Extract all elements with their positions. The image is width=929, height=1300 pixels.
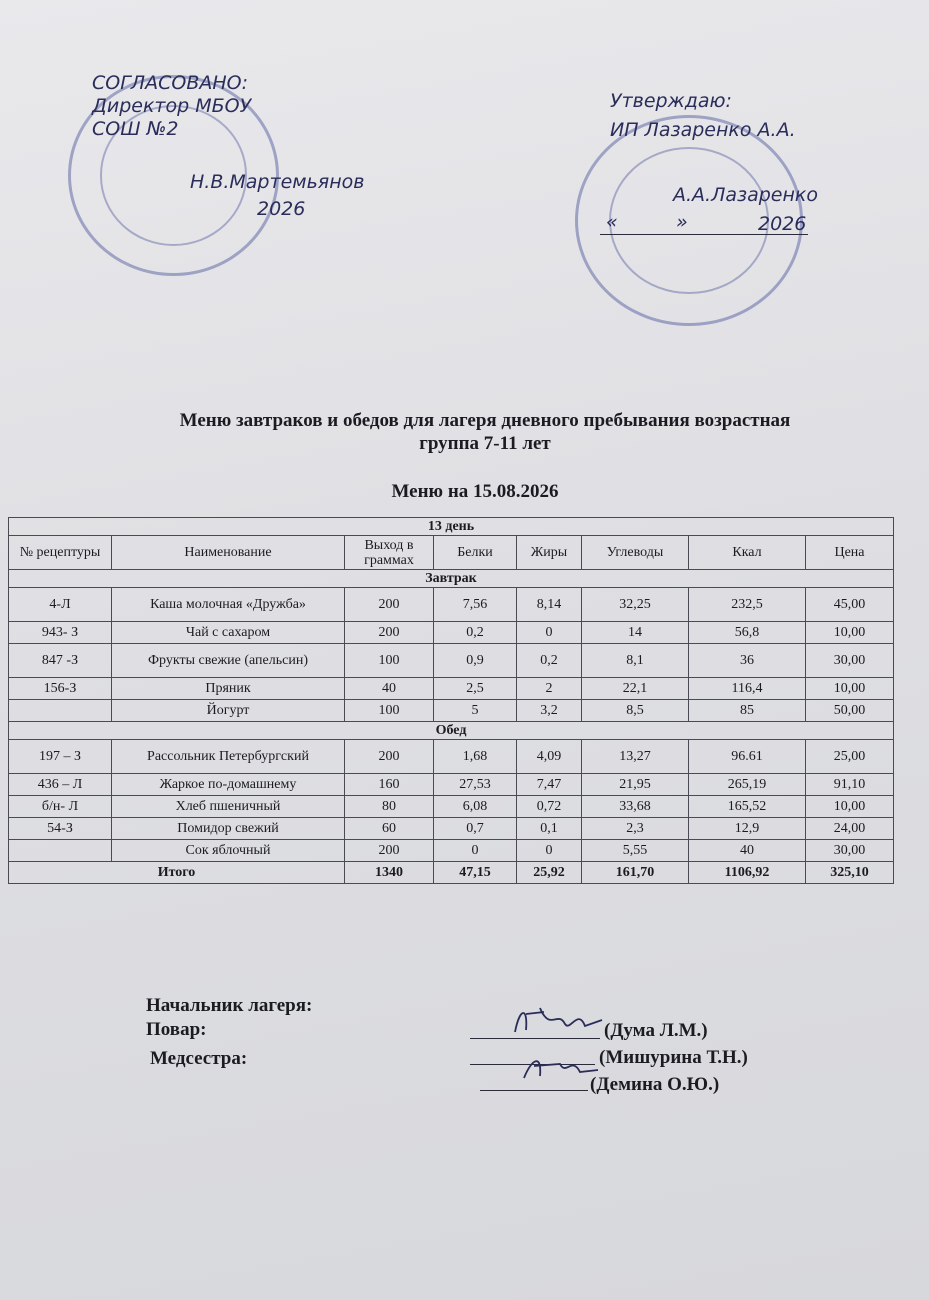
cell-yield: 200 xyxy=(345,588,434,622)
cell-price: 30,00 xyxy=(806,644,894,678)
signature-scrawl-1 xyxy=(510,1002,605,1042)
cell-yield: 200 xyxy=(345,740,434,774)
cell-kcal: 165,52 xyxy=(689,796,806,818)
approval-right-quote-open: « xyxy=(606,211,618,233)
cell-recipe: 156-З xyxy=(9,678,112,700)
title-line-1: Меню завтраков и обедов для лагеря дневного пребывания возрастная xyxy=(179,410,791,431)
cell-protein: 0,7 xyxy=(434,818,517,840)
cell-name: Каша молочная «Дружба» xyxy=(112,588,345,622)
cell-recipe: 847 -З xyxy=(9,644,112,678)
table-row xyxy=(9,644,894,678)
total-protein: 47,15 xyxy=(434,862,517,884)
approval-left-school: СОШ №2 xyxy=(92,118,179,140)
approval-right-signer: А.А.Лазаренко xyxy=(673,184,819,206)
cell-yield: 200 xyxy=(345,840,434,862)
total-kcal: 1106,92 xyxy=(689,862,806,884)
header-yield: Выход в граммах xyxy=(345,536,434,570)
header-kcal: Ккал xyxy=(689,536,806,570)
total-row xyxy=(9,862,894,884)
cell-carbs: 14 xyxy=(582,622,689,644)
role-camp-head: Начальник лагеря: xyxy=(146,995,313,1016)
cell-fat: 0,2 xyxy=(517,644,582,678)
cell-name: Помидор свежий xyxy=(112,818,345,840)
header-carbs: Углеводы xyxy=(582,536,689,570)
lunch-rows xyxy=(9,740,894,862)
cell-name: Фрукты свежие (апельсин) xyxy=(112,644,345,678)
cell-kcal: 96.61 xyxy=(689,740,806,774)
cell-price: 25,00 xyxy=(806,740,894,774)
cell-carbs: 2,3 xyxy=(582,818,689,840)
role-nurse: Медсестра: xyxy=(150,1048,248,1069)
cell-yield: 80 xyxy=(345,796,434,818)
cell-recipe: 197 – З xyxy=(9,740,112,774)
cell-fat: 0 xyxy=(517,840,582,862)
cell-fat: 4,09 xyxy=(517,740,582,774)
header-recipe: № рецептуры xyxy=(9,536,112,570)
approval-right xyxy=(610,90,796,142)
cell-kcal: 116,4 xyxy=(689,678,806,700)
table-row xyxy=(9,840,894,862)
signature-line-3 xyxy=(480,1090,588,1091)
cell-name: Йогурт xyxy=(112,700,345,722)
cell-recipe xyxy=(9,840,112,862)
table-row xyxy=(9,622,894,644)
cell-protein: 2,5 xyxy=(434,678,517,700)
cell-yield: 100 xyxy=(345,644,434,678)
cell-fat: 2 xyxy=(517,678,582,700)
cell-carbs: 33,68 xyxy=(582,796,689,818)
title-line-2: группа 7-11 лет xyxy=(419,433,551,454)
approval-right-date-line xyxy=(600,234,808,235)
cell-protein: 0,9 xyxy=(434,644,517,678)
cell-fat: 8,14 xyxy=(517,588,582,622)
cell-kcal: 85 xyxy=(689,700,806,722)
header-row xyxy=(9,536,894,570)
approval-left-year: 2026 xyxy=(257,198,306,220)
name-camp-head: (Дума Л.М.) xyxy=(604,1020,708,1041)
section-row-breakfast xyxy=(9,570,894,588)
cell-protein: 7,56 xyxy=(434,588,517,622)
cell-recipe: б/н- Л xyxy=(9,796,112,818)
page-title xyxy=(60,409,910,455)
total-carbs: 161,70 xyxy=(582,862,689,884)
approval-left-signer: Н.В.Мартемьянов xyxy=(190,171,365,193)
approval-right-quote-close: » xyxy=(676,211,688,233)
table-row xyxy=(9,588,894,622)
cell-name: Рассольник Петербургский xyxy=(112,740,345,774)
cell-price: 30,00 xyxy=(806,840,894,862)
cell-carbs: 8,1 xyxy=(582,644,689,678)
cell-carbs: 5,55 xyxy=(582,840,689,862)
header-price: Цена xyxy=(806,536,894,570)
cell-recipe xyxy=(9,700,112,722)
cell-kcal: 232,5 xyxy=(689,588,806,622)
header-fat: Жиры xyxy=(517,536,582,570)
cell-kcal: 56,8 xyxy=(689,622,806,644)
cell-fat: 0,72 xyxy=(517,796,582,818)
table-row xyxy=(9,796,894,818)
cell-kcal: 40 xyxy=(689,840,806,862)
cell-recipe: 436 – Л xyxy=(9,774,112,796)
table-row xyxy=(9,678,894,700)
section-row-lunch xyxy=(9,722,894,740)
menu-date: Меню на 15.08.2026 xyxy=(391,481,559,502)
header-name: Наименование xyxy=(112,536,345,570)
approval-right-company: ИП Лазаренко А.А. xyxy=(610,119,796,141)
cell-kcal: 265,19 xyxy=(689,774,806,796)
table-row xyxy=(9,818,894,840)
cell-price: 10,00 xyxy=(806,678,894,700)
cell-price: 10,00 xyxy=(806,796,894,818)
approval-left-heading: СОГЛАСОВАНО: xyxy=(92,72,248,94)
day-row xyxy=(9,518,894,536)
cell-fat: 3,2 xyxy=(517,700,582,722)
cell-protein: 0,2 xyxy=(434,622,517,644)
cell-recipe: 4-Л xyxy=(9,588,112,622)
cell-name: Пряник xyxy=(112,678,345,700)
total-price: 325,10 xyxy=(806,862,894,884)
cell-price: 10,00 xyxy=(806,622,894,644)
cell-protein: 5 xyxy=(434,700,517,722)
cell-name: Хлеб пшеничный xyxy=(112,796,345,818)
total-label: Итого xyxy=(9,862,345,884)
approval-right-year: 2026 xyxy=(758,213,807,235)
total-fat: 25,92 xyxy=(517,862,582,884)
cell-price: 24,00 xyxy=(806,818,894,840)
breakfast-rows xyxy=(9,588,894,722)
name-cook: (Мишурина Т.Н.) xyxy=(599,1047,748,1068)
cell-price: 45,00 xyxy=(806,588,894,622)
approval-left-position: Директор МБОУ xyxy=(92,95,252,117)
approval-left xyxy=(92,72,251,141)
cell-protein: 6,08 xyxy=(434,796,517,818)
menu-table xyxy=(8,517,894,884)
cell-fat: 0 xyxy=(517,622,582,644)
approval-right-heading: Утверждаю: xyxy=(610,90,732,112)
cell-carbs: 21,95 xyxy=(582,774,689,796)
cell-name: Сок яблочный xyxy=(112,840,345,862)
cell-price: 50,00 xyxy=(806,700,894,722)
cell-yield: 40 xyxy=(345,678,434,700)
cell-yield: 100 xyxy=(345,700,434,722)
cell-name: Жаркое по-домашнему xyxy=(112,774,345,796)
cell-carbs: 32,25 xyxy=(582,588,689,622)
cell-recipe: 54-З xyxy=(9,818,112,840)
table-row xyxy=(9,700,894,722)
name-nurse: (Демина О.Ю.) xyxy=(590,1074,720,1095)
cell-recipe: 943- З xyxy=(9,622,112,644)
cell-carbs: 22,1 xyxy=(582,678,689,700)
cell-yield: 160 xyxy=(345,774,434,796)
cell-kcal: 36 xyxy=(689,644,806,678)
cell-price: 91,10 xyxy=(806,774,894,796)
cell-carbs: 13,27 xyxy=(582,740,689,774)
cell-yield: 60 xyxy=(345,818,434,840)
role-cook: Повар: xyxy=(146,1019,207,1040)
table-row xyxy=(9,740,894,774)
cell-protein: 27,53 xyxy=(434,774,517,796)
cell-fat: 7,47 xyxy=(517,774,582,796)
cell-fat: 0,1 xyxy=(517,818,582,840)
cell-protein: 0 xyxy=(434,840,517,862)
table-row xyxy=(9,774,894,796)
cell-yield: 200 xyxy=(345,622,434,644)
header-protein: Белки xyxy=(434,536,517,570)
signature-scrawl-2 xyxy=(520,1050,600,1086)
cell-kcal: 12,9 xyxy=(689,818,806,840)
section-lunch: Обед xyxy=(9,722,894,740)
cell-name: Чай с сахаром xyxy=(112,622,345,644)
section-breakfast: Завтрак xyxy=(9,570,894,588)
total-yield: 1340 xyxy=(345,862,434,884)
cell-protein: 1,68 xyxy=(434,740,517,774)
day-label: 13 день xyxy=(9,518,894,536)
cell-carbs: 8,5 xyxy=(582,700,689,722)
